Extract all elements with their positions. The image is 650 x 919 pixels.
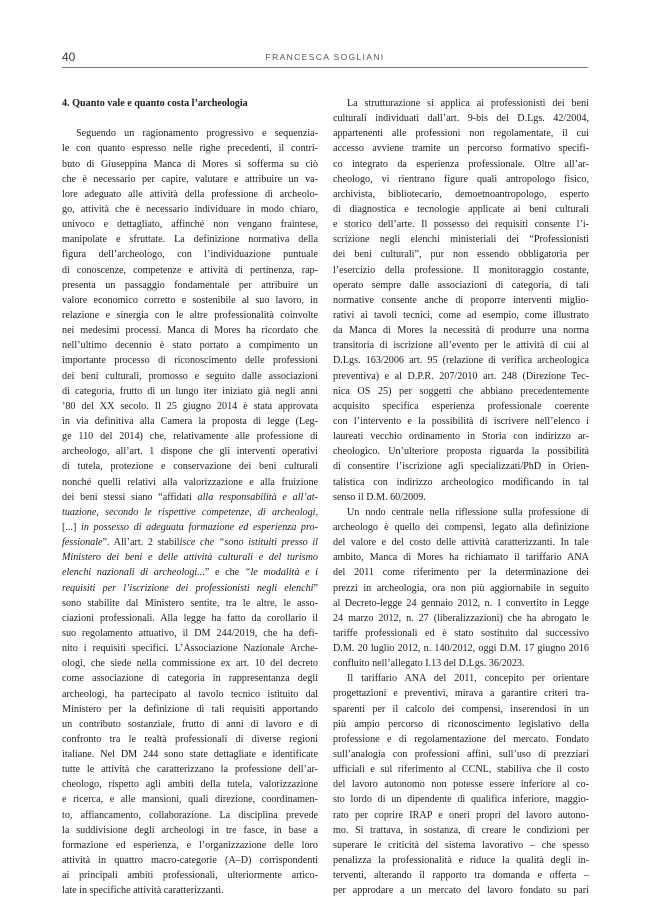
text-line: più ampio percorso di riconoscimento legislativo della — [333, 718, 589, 730]
text-line: La strutturazione si applica ai professionisti dei beni — [347, 98, 589, 109]
text-line: sparenti per il calcolo dei compensi, inserendosi in un — [333, 703, 589, 715]
text-line: rativi ai tavoli tecnici, come ad esempio, come illustrato — [333, 309, 589, 321]
text-line: nonché quelli relativi alla valorizzazione e alla fruizione — [62, 476, 318, 488]
left-column — [62, 96, 318, 898]
text-line: lore adeguato alle attività della professione di archeolo- — [62, 188, 318, 200]
text-line: ciazioni professionali. Alla legge ha fatto da corollario il — [62, 612, 318, 624]
text-line: fessionale”. All’art. 2 stabilisce che “sono istituiti presso il — [62, 537, 318, 549]
text-line: ufficiali e sul riferimento al CCNL, stabiliva che il costo — [333, 764, 589, 776]
text-line: del lavoro autonomo non potesse essere inferiore al co- — [333, 779, 589, 791]
text-line: elenchi nazionali di archeologi...” e che “le modalità e i — [62, 567, 318, 579]
text-line: Un nodo centrale nella riflessione sulla professione di — [347, 506, 589, 518]
page-number: 40 — [62, 50, 76, 64]
text-line: figura dell’archeologo, con l’individuazione puntuale — [62, 249, 318, 261]
text-line: tuazione, secondo le rispettive competenze, di archeologi, — [62, 506, 318, 518]
text-line: superare le criticità del sistema lavorativo – che spesso — [333, 839, 589, 851]
text-line: la suddivisione degli archeologi in tre fasce, in base a — [62, 824, 318, 836]
text-line: italiane. Nel DM 244 sono state dettagliate e identificate — [62, 749, 318, 761]
text-line: dei beni stessi siano “affidati alla responsabilità e all’at- — [62, 491, 318, 503]
text-line: preventiva) e al D.P.R. 207/2010 art. 248 (Direzione Tec- — [333, 370, 589, 382]
text-line: dei beni culturali”, pur non essendo obbligatoria per — [333, 249, 589, 261]
text-line: archivista, bibliotecario, demoetnoantropologo, esperto — [333, 188, 589, 200]
text-line: ge 110 del 2014) che, relativamente alle professione di — [62, 431, 318, 443]
text-line: D.M. 20 luglio 2012, n. 140/2012, oggi D.M. 17 giugno 2016 — [333, 643, 589, 655]
text-line: appartenenti alle professioni non regolamentate, il cui — [333, 128, 589, 140]
text-line: nica OS 25) per soggetti che abbiano precedentemente — [333, 385, 589, 397]
text-line: e ricerca, e alle mansioni, quali direzione, coordinamen- — [62, 794, 318, 806]
text-line: manipolate e sfruttate. La definizione normativa della — [62, 234, 318, 246]
header-rule — [62, 67, 588, 68]
text-line: tariffe professionali ed è stato sostituito dal successivo — [333, 627, 589, 639]
text-line: le con quanto espresso nelle righe precedenti, il contri- — [62, 143, 318, 155]
text-line: co integrato da esperienza professionale. Oltre all’ar- — [333, 158, 589, 170]
text-line: un contributo sostanziale, frutto di anni di lavoro e di — [62, 718, 318, 730]
text-line: requisiti per l’iscrizione dei professionisti negli elenchi” — [62, 582, 318, 594]
text-line: acquisito specifica esperienza professionale coerente — [333, 400, 589, 412]
text-line: penalizza la professionalità e riduce la qualità degli in- — [333, 855, 589, 867]
text-line: di categoria, frutto di un lungo iter iniziato già negli anni — [62, 385, 318, 397]
text-line: D.Lgs. 163/2006 art. 95 (relazione di verifica archeologica — [333, 355, 589, 367]
text-line: terventi, alterando il rapporto tra domanda e offerta – — [333, 870, 589, 882]
text-line: da Manca di Mores la necessità di produrre una norma — [333, 325, 589, 337]
text-line: del 2011 come riferimento per la determinazione dei — [333, 567, 589, 579]
text-line: sono stabilite dal Ministero sentite, tra le altre, le asso- — [62, 597, 318, 609]
page-header — [62, 50, 588, 68]
text-line: cheologo, rispetto agli ambiti della tutela, valorizzazione — [62, 779, 318, 791]
text-line: Ministero dei beni e delle attività culturali e del turismo — [62, 552, 318, 564]
text-line: confluito nell’allegato I.13 del D.Lgs. 36/2023. — [333, 658, 525, 670]
running-head: FRANCESCA SOGLIANI — [265, 52, 385, 62]
text-line: to, affiancamento, collaborazione. La disciplina prevede — [62, 809, 318, 821]
text-line: ologi, che siede nella commissione ex art. 10 del decreto — [62, 658, 318, 670]
text-line: univoco e dettagliato, affinché non vengano fraintese, — [62, 219, 318, 231]
text-line: cheologo, vi rientrano figure quali antropologo fisico, — [333, 173, 589, 185]
section-title: 4. Quanto vale e quanto costa l’archeologia — [62, 98, 248, 109]
text-line: mo. Si trattava, in sostanza, di creare le condizioni per — [333, 824, 589, 836]
text-line: valore economico corretto e sostenibile al suo lavoro, in — [62, 294, 318, 306]
text-line: di consentire l’iscrizione agli specializzati/PhD in Orien- — [333, 461, 589, 473]
text-line: archeologi, ha partecipato al tavolo tecnico istituito dal — [62, 688, 318, 700]
text-line: normative consente anche di proporre interventi miglio- — [333, 294, 589, 306]
text-line: prezzi in archeologia, ora non più aggiornabile in seguito — [333, 582, 589, 594]
text-line: archeologo, all’art. 1 dispone che gli interventi operativi — [62, 446, 318, 458]
text-line: senso il D.M. 60/2009. — [333, 491, 426, 503]
text-line: nell’ultimo decennio è stato portato a compimento un — [62, 340, 318, 352]
text-line: attività in quattro macro-categorie (A–D) corrispondenti — [62, 855, 318, 867]
text-line: formazione ed esperienza, e l’organizzazione delle loro — [62, 839, 318, 851]
text-line: al Decreto-legge 24 gennaio 2012, n. 1 convertito in Legge — [333, 597, 589, 609]
text-line: rato per coprire IRAP e oneri propri del lavoro autono- — [333, 809, 589, 821]
text-line: buto di Giuseppina Manca di Mores si sofferma su ciò — [62, 158, 318, 170]
text-line: importante processo di riconoscimento delle professioni — [62, 355, 318, 367]
text-line: scrizione negli elenchi ministeriali dei “Professionisti — [333, 234, 589, 246]
text-line: relazione e sinergia con le altre professionalità coinvolte — [62, 309, 318, 321]
text-line: come associazione di categoria in rappresentanza degli — [62, 673, 318, 685]
text-line: tutte le attività che caratterizzano la professione dell’ar- — [62, 764, 318, 776]
text-line: laureati vecchio ordinamento in Storia con indirizzo ar- — [333, 431, 589, 443]
text-line: l’esercizio della professione. Il monitoraggio costante, — [333, 264, 589, 276]
text-line: culturali individuati dall’art. 9-bis del D.Lgs. 42/2004, — [333, 113, 589, 125]
text-line: progettazioni e preventivi, mirava a garantire criteri tra- — [333, 688, 589, 700]
text-line: nito i requisiti specifici. L’Associazione Nazionale Arche- — [62, 643, 318, 655]
text-line: ambito, Manca di Mores ha richiamato il tariffario ANA — [333, 552, 589, 564]
text-line: operato sempre dalle associazioni di categoria, di tali — [333, 279, 589, 291]
text-line: presenta un passaggio fondamentale per attribuire un — [62, 279, 318, 291]
text-line: del valore e del costo delle attività caratterizzanti. In tale — [333, 537, 589, 549]
text-line: ai principali ambiti professionali, ulteriormente artico- — [62, 870, 318, 882]
text-line: accesso avviene tramite un percorso formativo specifi- — [333, 143, 589, 155]
right-column — [333, 96, 589, 898]
text-line: cheologico. Un’ulteriore proposta riguarda la possibilità — [333, 446, 589, 458]
text-line: go, attività che è necessario individuare in modo chiaro, — [62, 204, 318, 215]
text-line: archeologo è quello dei compensi, legato alla definizione — [333, 521, 589, 533]
text-line: late in specifiche attività caratterizzanti. — [62, 885, 224, 897]
text-line: Il tariffario ANA del 2011, concepito per orientare — [347, 673, 589, 685]
text-line: 24 marzo 2012, n. 27 (liberalizzazioni) che ha abrogato le — [333, 612, 589, 624]
text-line: che è necessario per capire, valutare e attribuire un va- — [62, 173, 318, 185]
text-line: di tutela, protezione e conservazione dei beni culturali — [62, 461, 318, 473]
text-line: con l’intervento e la possibilità di iscrivere nell’elenco i — [333, 415, 589, 427]
text-line: [...] in possesso di adeguata formazione ed esperienza pro- — [62, 521, 318, 533]
text-line: di conoscenze, competenze e attività di pertinenza, rap- — [62, 264, 318, 276]
text-line: di diagnostica e tecnologie applicate ai beni culturali — [333, 203, 589, 215]
text-line: confronto tra le realtà professionali di diverse regioni — [62, 733, 318, 745]
text-line: sto lordo di un dipendente di qualifica inferiore, maggio- — [333, 794, 589, 806]
text-line: e storico dell’arte. Il possesso dei requisiti consente l’i- — [333, 219, 589, 231]
text-line: in via definitiva alla Camera la proposta di legge (Leg- — [62, 415, 318, 427]
text-line: sull’analogia con professioni affini, sull’uso di prezziari — [333, 749, 589, 761]
text-line: transitoria di iscrizione all’evento per le attività di cui al — [333, 340, 589, 352]
text-line: Seguendo un ragionamento progressivo e sequenzia- — [76, 128, 318, 140]
text-line: suo regolamento attuativo, il DM 244/2019, che ha defi- — [62, 627, 318, 639]
text-line: nei medesimi processi. Manca di Mores ha ricordato che — [62, 325, 318, 337]
text-line: talistica con indirizzo archeologico modificando in tal — [333, 476, 589, 488]
text-line: Ministero per la definizione di tali requisiti apportando — [62, 703, 318, 715]
text-line: ’80 del XX secolo. Il 25 giugno 2014 è stata approvata — [62, 400, 318, 412]
text-line: professione e di regolamentazione del mercato. Fondato — [333, 733, 589, 745]
text-line: dei beni culturali, promosso e seguito dalle associazioni — [62, 370, 318, 382]
text-line: per approdare a un mercato del lavoro fondato su pari — [333, 885, 589, 897]
